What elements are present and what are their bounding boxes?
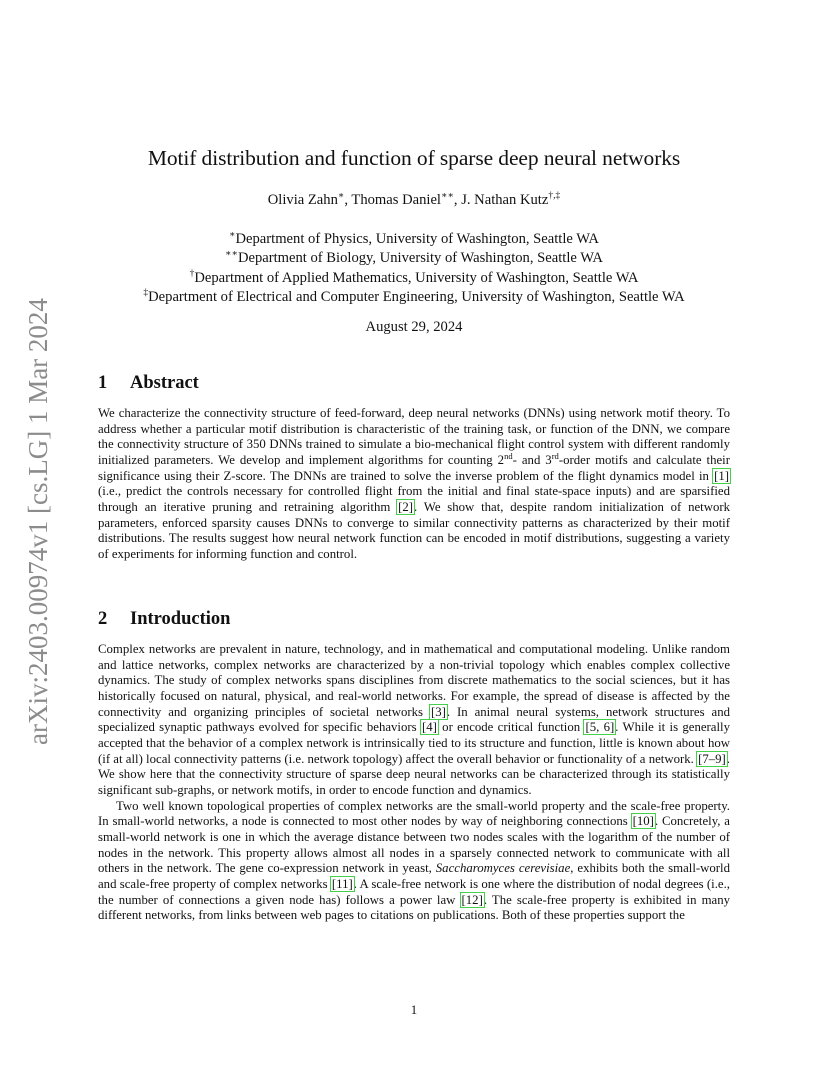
affiliation-mark: ∗∗: [225, 249, 238, 260]
text-run: . A scale-free network is one where the distribution of nodal degrees (i.e., the number of connections a given node has) follows a power law: [98, 877, 730, 907]
citation-link[interactable]: [10]: [632, 814, 654, 829]
affiliation-list: [0, 230, 828, 307]
citation-link[interactable]: [7–9]: [698, 751, 726, 766]
abstract-paragraph: [98, 406, 730, 563]
citation-link[interactable]: [3]: [430, 704, 446, 719]
author-mark: †,‡: [548, 191, 561, 201]
text-run: . We show that, despite random initialization of network parameters, enforced sparsity causes DNNs to converge to similar connectivity patterns as characterized by their motif distributions. The results suggest how neural network function can be encoded in motif distributions, suggesting a variety of experiments for informing function and control.: [98, 500, 731, 562]
author-name: J. Nathan Kutz: [461, 192, 549, 208]
affiliation-text: Department of Electrical and Computer Engineering, University of Washington, Seattle WA: [148, 288, 685, 305]
ordinal-suffix: rd: [551, 451, 559, 462]
citation-link[interactable]: [1]: [714, 468, 729, 483]
author-separator: ,: [453, 192, 462, 208]
page-number: 1: [410, 1003, 418, 1017]
text-run: (i.e., predict the controls necessary for controlled flight from the initial and final state-space inputs) and are sparsified through an iterative pruning and retraining algorithm: [98, 484, 730, 515]
text-run: . Concretely, a small-world network is one in which the average distance between two nodes scales with the logarithm of the number of nodes in the network. This property allows almost all nodes in a sparsely connected network to communicate with all others in the network. The gene co-expression network in yeast,: [98, 814, 730, 876]
citation-link[interactable]: [12]: [461, 892, 483, 907]
affiliation-item: [0, 269, 828, 288]
author-mark: ∗∗: [440, 191, 454, 201]
author-mark: ∗: [337, 191, 345, 201]
text-run: . While it is generally accepted that the behavior of a complex network is intrinsically tied to its structure and function, little is known about how (if at all) local connectivity patterns (i.e. network topology) affect the overall behavior or functionality of a network.: [98, 720, 730, 766]
section-heading-abstract: [98, 373, 199, 394]
text-run: , exhibits both the small-world and scale-free property of complex networks: [98, 861, 730, 892]
text-run: Two well known topological properties of complex networks are the small-world property and the scale-free property. In small-world networks, a node is connected to most other nodes by way of neighboring connections: [98, 798, 730, 829]
paper-title: Motif distribution and function of sparse deep neural networks: [147, 146, 681, 170]
affiliation-mark: ∗: [229, 230, 236, 240]
citation-link[interactable]: [2]: [398, 500, 414, 515]
affiliation-item: [0, 288, 828, 307]
affiliation-item: [0, 230, 828, 249]
section-title: Introduction: [130, 609, 231, 629]
abstract-body: [98, 406, 730, 563]
section-heading-introduction: [98, 609, 230, 630]
text-run: We characterize the connectivity structure of feed-forward, deep neural networks (DNNs) using network motif theory. To address whether a particular motif distribution is characteristic of the training task, or function of the DNN, we compare the connectivity structure of 350 DNNs trained to simulate a bio-mechanical flight control system with different randomly initialized parameters. We develop and implement algorithms for counting 2: [98, 406, 730, 468]
introduction-paragraph: [98, 642, 730, 799]
affiliation-text: Department of Physics, University of Washington, Seattle WA: [235, 231, 599, 247]
author-list: [0, 192, 828, 209]
citation-link[interactable]: [4]: [421, 720, 437, 735]
citation-link[interactable]: [11]: [331, 877, 353, 892]
text-run: . In animal neural systems, network structures and specialized synaptic pathways evolved for specific behaviors: [98, 704, 730, 735]
section-title: Abstract: [130, 373, 199, 393]
author-separator: ,: [344, 192, 352, 208]
species-name: Saccharomyces cerevisiae: [435, 861, 571, 876]
text-run: . We show here that the connectivity structure of sparse deep neural networks can be characterized through its statistically significant sub-graphs, or network motifs, in order to encode function and dynamics.: [98, 751, 730, 798]
author-name: Thomas Daniel: [351, 192, 441, 208]
ordinal-suffix: nd: [504, 451, 513, 462]
text-run: -order motifs and calculate their significance using their Z-score. The DNNs are trained to solve the inverse problem of the flight dynamics model in: [98, 453, 730, 483]
affiliation-text: Department of Biology, University of Washington, Seattle WA: [237, 250, 603, 267]
affiliation-item: [0, 249, 828, 268]
affiliation-text: Department of Applied Mathematics, University of Washington, Seattle WA: [194, 269, 639, 286]
affiliation-mark: ‡: [143, 287, 149, 298]
text-run: . The scale-free property is exhibited in many different networks, from links between web pages to citations on publications. Both of these properties support the: [98, 892, 730, 923]
arxiv-side-stamp: [7, 290, 59, 750]
paper-date: August 29, 2024: [365, 319, 463, 335]
introduction-body: [98, 642, 730, 924]
text-run: Complex networks are prevalent in nature, technology, and in mathematical and computational modeling. Unlike random and lattice networks, complex networks are characterized by a non-trivial topology which enables complex collective dynamics. The study of complex networks spans disciplines from discrete mathematics to the social sciences, but it has historically focused on natural, physical, and real-world networks. For example, the spread of disease is affected by the connectivity and organizing principles of societal networks: [98, 642, 730, 719]
introduction-paragraph: [98, 799, 730, 924]
text-run: or encode critical function: [437, 720, 585, 735]
arxiv-identifier: arXiv:2403.00974v1 [cs.LG] 1 Mar 2024: [23, 298, 53, 745]
citation-link[interactable]: [5, 6]: [585, 720, 615, 735]
section-number: 2: [98, 609, 108, 629]
text-run: - and 3: [512, 453, 552, 468]
affiliation-mark: †: [189, 268, 195, 279]
author-name: Olivia Zahn: [267, 192, 338, 208]
section-number: 1: [98, 373, 108, 393]
